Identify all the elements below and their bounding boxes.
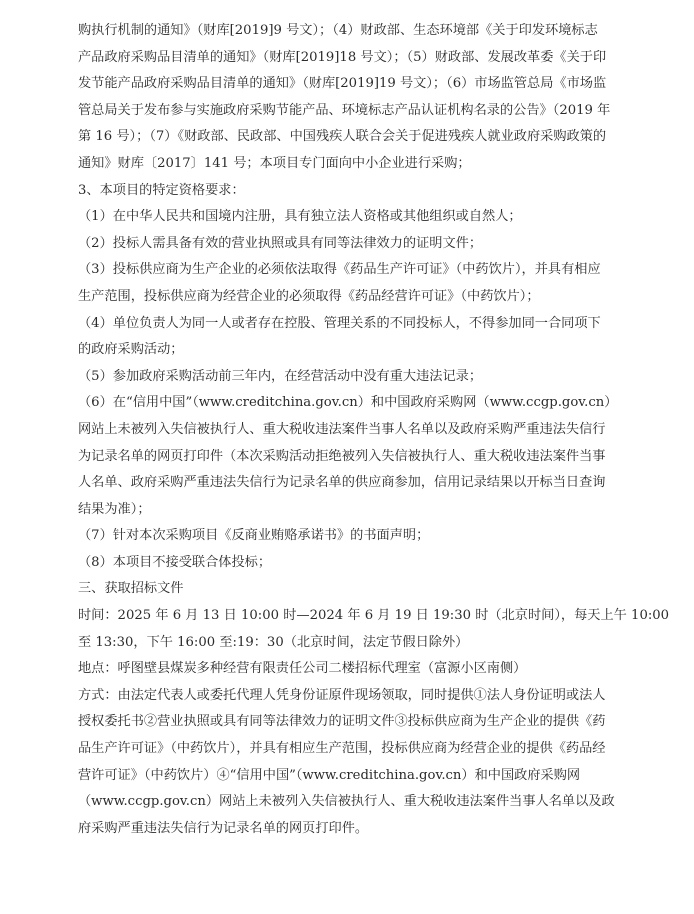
text-line: 管总局关于发布参与实施政府采购节能产品、环境标志产品认证机构名录的公告》（2019 年 (78, 102, 611, 118)
text-line: 发节能产品政府采购品目清单的通知》（财库[2019]19 号文）；（6）市场监管总局《市场监 (78, 76, 607, 92)
text-line: （5）参加政府采购活动前三年内，在经营活动中没有重大违法记录； (78, 368, 483, 384)
text-line: 网站上未被列入失信被执行人、重大税收违法案件当事人名单以及政府采购严重违法失信行 (78, 421, 606, 437)
text-line: （2）投标人需具备有效的营业执照或具有同等法律效力的证明文件； (78, 235, 483, 251)
section-heading: 三、获取招标文件 (78, 581, 184, 597)
text-line: 时间：2025 年 6 月 13 日 10:00 时—2024 年 6 月 19 日 19:30 时（北京时间），每天上午 10:00 (78, 608, 670, 624)
text-line: （4）单位负责人为同一人或者存在控股、管理关系的不同投标人，不得参加同一合同项下 (78, 315, 601, 331)
text-line: 品生产许可证》（中药饮片），并具有相应生产范围，投标供应商为经营企业的提供《药品经 (78, 741, 606, 757)
text-line: 营许可证》（中药饮片）④“信用中国”（www.creditchina.gov.cn）和中国政府采购网 (78, 767, 581, 783)
text-line: 的政府采购活动； (78, 342, 184, 358)
text-line: 府采购严重违法失信行为记录名单的网页打印件。 (78, 820, 369, 836)
text-line: 人名单、政府采购严重违法失信行为记录名单的供应商参加，信用记录结果以开标当日查询 (78, 475, 606, 491)
text-line: 生产范围，投标供应商为经营企业的必须取得《药品经营许可证》（中药饮片）； (78, 288, 540, 304)
text-line: 产品政府采购品目清单的通知》（财库[2019]18 号文）；（5）财政部、发展改革委《关于印 (78, 49, 607, 65)
text-line: （6）在“信用中国”（www.creditchina.gov.cn）和中国政府采购网（www.ccgp.gov.cn） (78, 395, 618, 411)
text-line: 授权委托书②营业执照或具有同等法律效力的证明文件③投标供应商为生产企业的提供《药 (78, 714, 606, 730)
text-line: 购执行机制的通知》（财库[2019]9 号文）；（4）财政部、生态环境部《关于印发环境标志 (78, 23, 598, 38)
text-line: 方式：由法定代表人或委托代理人凭身份证原件现场领取，同时提供①法人身份证明或法人 (78, 687, 606, 703)
text-line: 结果为准）； (78, 501, 151, 517)
text-line: 第 16 号）；（7）《财政部、民政部、中国残疾人联合会关于促进残疾人就业政府采购政策的 (78, 129, 607, 145)
text-line: 至 13:30，下午 16:00 至:19：30（北京时间，法定节假日除外） (78, 634, 469, 650)
text-line: （www.ccgp.gov.cn）网站上未被列入失信被执行人、重大税收违法案件当事人名单以及政 (78, 794, 615, 810)
text-line: （3）投标供应商为生产企业的必须依法取得《药品生产许可证》（中药饮片），并具有相应 (78, 262, 601, 278)
text-line: 为记录名单的网页打印件（本次采购活动拒绝被列入失信被执行人、重大税收违法案件当事 (78, 448, 606, 464)
text-line: 地点：呼图壁县煤炭多种经营有限责任公司二楼招标代理室（富源小区南侧） (78, 661, 527, 677)
text-line: （7）针对本次采购项目《反商业贿赂承诺书》的书面声明； (78, 528, 430, 544)
text-line: 通知》财库〔2017〕141 号；本项目专门面向中小企业进行采购； (78, 155, 471, 171)
text-line: （1）在中华人民共和国境内注册，具有独立法人资格或其他组织或自然人； (78, 209, 522, 225)
text-line: （8）本项目不接受联合体投标； (78, 554, 272, 570)
section-heading: 3、本项目的特定资格要求： (78, 182, 245, 198)
